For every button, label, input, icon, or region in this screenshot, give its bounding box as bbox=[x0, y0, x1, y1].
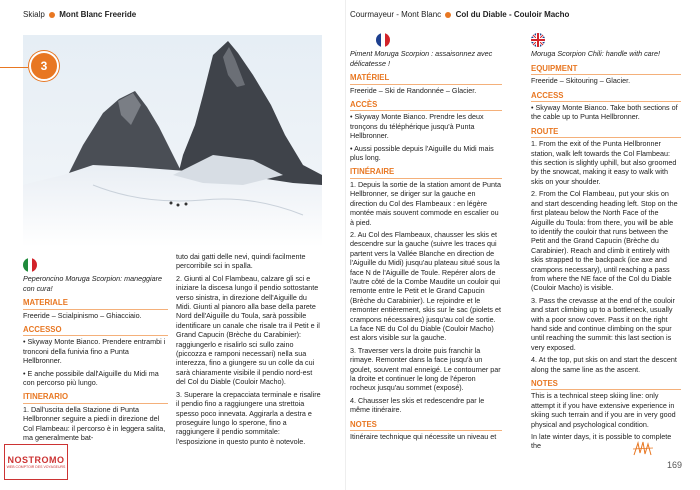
route-item: 1. From the exit of the Punta Hellbronner station, walk left towards the Col Flambeau: this section is slightly uphill, but also groomed by the snowcat, making it easy to walk with skis on your shoulder. bbox=[531, 139, 677, 186]
access-item: • Skyway Monte Bianco. Take both sections of the cable up to Punta Hellbronner. bbox=[531, 103, 678, 122]
access-heading: ACCESS bbox=[531, 91, 681, 102]
orange-dot-icon bbox=[445, 12, 451, 18]
left-page bbox=[0, 0, 340, 490]
fr-intro: Piment Moruga Scorpion : assaisonnez avec délicatesse ! bbox=[350, 49, 493, 68]
materiale-heading: MATERIALE bbox=[23, 298, 168, 309]
english-column bbox=[531, 33, 681, 454]
col2-paragraph: 3. Superare la crepacciata terminale e risalire il pendio fino a raggiungere una strettoia spesso poco innevata. Aggirarla a destra e proseguire lungo lo sperone, fino a raggiungere il pendio sommitale: l'esposizione in questo punto è notevole. bbox=[176, 389, 321, 446]
left-header-title: Mont Blanc Freeride bbox=[59, 10, 137, 19]
en-intro: Moruga Scorpion Chili: handle with care! bbox=[531, 49, 661, 59]
author-signature-icon bbox=[632, 439, 654, 464]
itineraire-item: 4. Chausser les skis et redescendre par le même itinéraire. bbox=[350, 395, 485, 415]
acces-item: • Skyway Monte Bianco. Prendre les deux tronçons du téléphérique jusqu'à Punta Hellbronner. bbox=[350, 112, 484, 141]
itinerario-item: 1. Dall'uscita della Stazione di Punta Hellbronner seguire a piedi in direzione del Col Flambeau: il percorso è in leggera salita, ma generalmente bat- bbox=[23, 404, 166, 443]
route-heading: ROUTE bbox=[531, 127, 681, 138]
french-column bbox=[350, 33, 502, 444]
right-page bbox=[350, 0, 700, 490]
orange-marker-line bbox=[0, 67, 28, 68]
right-running-header bbox=[350, 10, 569, 19]
left-column-1 bbox=[23, 258, 168, 446]
page-gutter bbox=[345, 0, 346, 490]
en-notes-heading: NOTES bbox=[531, 379, 681, 390]
france-flag-icon bbox=[376, 33, 390, 47]
itineraire-item: 2. Au Col des Flambeaux, chausser les skis et descendre sur la gauche (suivre les traces qui partent vers la Vallée Blanche en direction de l'Aiguille du Midi) jusqu'au plateau situé sous la face N de l'Aiguille de Toule. Repérer alors de l'autre côté de la Combe Maudite un couloir qui remonte entre le Petit et le Grand Capucin (Brèche du Carabinier). Le rejoindre et le remonter entièrement, skis sur le sac (piolets et crampons nécessaires) jusqu'au col de sortie. La face NE du Col du Diable (Couloir Macho) est alors visible sur la gauche. bbox=[350, 229, 501, 343]
itineraire-item: 1. Depuis la sortie de la station amont de Punta Hellbronner, se diriger sur la gauche en direction du Col des Flambeaux : en légère montée mais souvent commode en escalier ou à pied. bbox=[350, 179, 502, 227]
accesso-item: • Skyway Monte Bianco. Prendere entrambi i tronconi della funivia fino a Punta Hellbronner. bbox=[23, 337, 166, 366]
itineraire-item: 3. Traverser vers la droite puis franchir la rimaye. Remonter dans la face jusqu'à un goulet, souvent mal enneigé. Le contourner par la droite et continuer le long de l'éperon rocheux jusqu'au sommet (exposé). bbox=[350, 345, 501, 393]
materiel-text: Freeride – Ski de Randonnée – Glacier. bbox=[350, 85, 477, 95]
accesso-item: • E anche possibile dall'Aiguille du Midi ma con percorso più lungo. bbox=[23, 368, 159, 388]
route-item: 4. At the top, put skis on and start the descent along the same line as the ascent. bbox=[531, 355, 677, 374]
mountain-photo-svg bbox=[23, 35, 322, 247]
accesso-heading: ACCESSO bbox=[23, 325, 168, 336]
col2-paragraph: 2. Giunti al Col Flambeau, calzare gli sci e iniziare la discesa lungo il pendio sottostante verso sinistra, in direzione dell'Aiguille du Midi. Giunti al pianoro alla base della parete Nord dell'Aiguille du Toula, sarà possibile identificare un canale che risale tra il Petit e il Grand Capucin (Brèche du Carabinier): raggiungerlo e risalirlo sci sullo zaino (piccozza e ramponi necessari) nella sua interezza, fino a giungere su un colle da cui sarà chiaramente visibile il pendio nord-est del Col du Diable (Couloir Macho). bbox=[176, 273, 320, 387]
logo-title: NOSTROMO bbox=[7, 455, 65, 465]
materiel-heading: MATÉRIEL bbox=[350, 73, 502, 84]
en-notes-text: This is a technical steep skiing line: only attempt it if you have extensive experience in skiing such terrain and if you are in very good physical and psychological condition. bbox=[531, 391, 676, 429]
orange-dot-icon bbox=[49, 12, 55, 18]
materiale-text: Freeride – Scialpinismo – Ghiacciaio. bbox=[23, 310, 142, 320]
left-column-2 bbox=[176, 252, 322, 449]
fr-notes-text: Itinéraire technique qui nécessite un niveau et bbox=[350, 432, 497, 442]
left-running-header bbox=[23, 10, 136, 19]
nostromo-logo bbox=[4, 444, 68, 480]
mountain-photo bbox=[23, 35, 322, 247]
page-number: 169 bbox=[666, 460, 682, 470]
col2-paragraph: tuto dai gatti delle nevi, quindi facilmente percorribile sci in spalla. bbox=[176, 252, 306, 271]
acces-heading: ACCÈS bbox=[350, 100, 502, 111]
right-header-prefix: Courmayeur - Mont Blanc bbox=[350, 10, 442, 19]
acces-item: • Aussi possible depuis l'Aiguille du Midi mais plus long. bbox=[350, 143, 494, 163]
logo-subtitle: WEB COMPTOIR DES VOYAGEURS bbox=[6, 465, 66, 469]
itineraire-heading: ITINÉRAIRE bbox=[350, 167, 502, 178]
fr-notes-heading: NOTES bbox=[350, 420, 502, 431]
equipment-text: Freeride – Skitouring – Glacier. bbox=[531, 76, 631, 86]
en-notes-text: In late winter days, it is possible to complete the bbox=[531, 432, 672, 451]
left-intro: Peperoncino Moruga Scorpion: maneggiare con cura! bbox=[23, 274, 163, 293]
uk-flag-icon bbox=[531, 33, 545, 47]
right-header-title: Col du Diable - Couloir Macho bbox=[455, 10, 570, 19]
equipment-heading: EQUIPMENT bbox=[531, 64, 681, 75]
route-number-badge: 3 bbox=[29, 51, 59, 81]
left-header-prefix: Skialp bbox=[23, 10, 45, 19]
route-item: 3. Pass the crevasse at the end of the couloir and start climbing up to a bottleneck, usually with a poor snow cover. Pass it on the right hand side and continue climbing on the spur until reaching the summit: this last section is very exposed. bbox=[531, 295, 675, 352]
itinerario-heading: ITINERARIO bbox=[23, 392, 168, 403]
italy-flag-icon bbox=[23, 258, 37, 272]
route-item: 2. From the Col Flambeau, put your skis on and start descending heading left. Stop on the first plateau below the North Face of the Aiguille du Toula: from there, you will be able to identify the couloir that runs between the Petit and the Grand Capucin (Brèche du Carabinier). Reach and climb it entirely with skis strapped to the backpack (ice axe and crampons necessary), until reaching a pass from where the NE face of the Col du Diable (Couloir Macho) is visible. bbox=[531, 189, 678, 293]
